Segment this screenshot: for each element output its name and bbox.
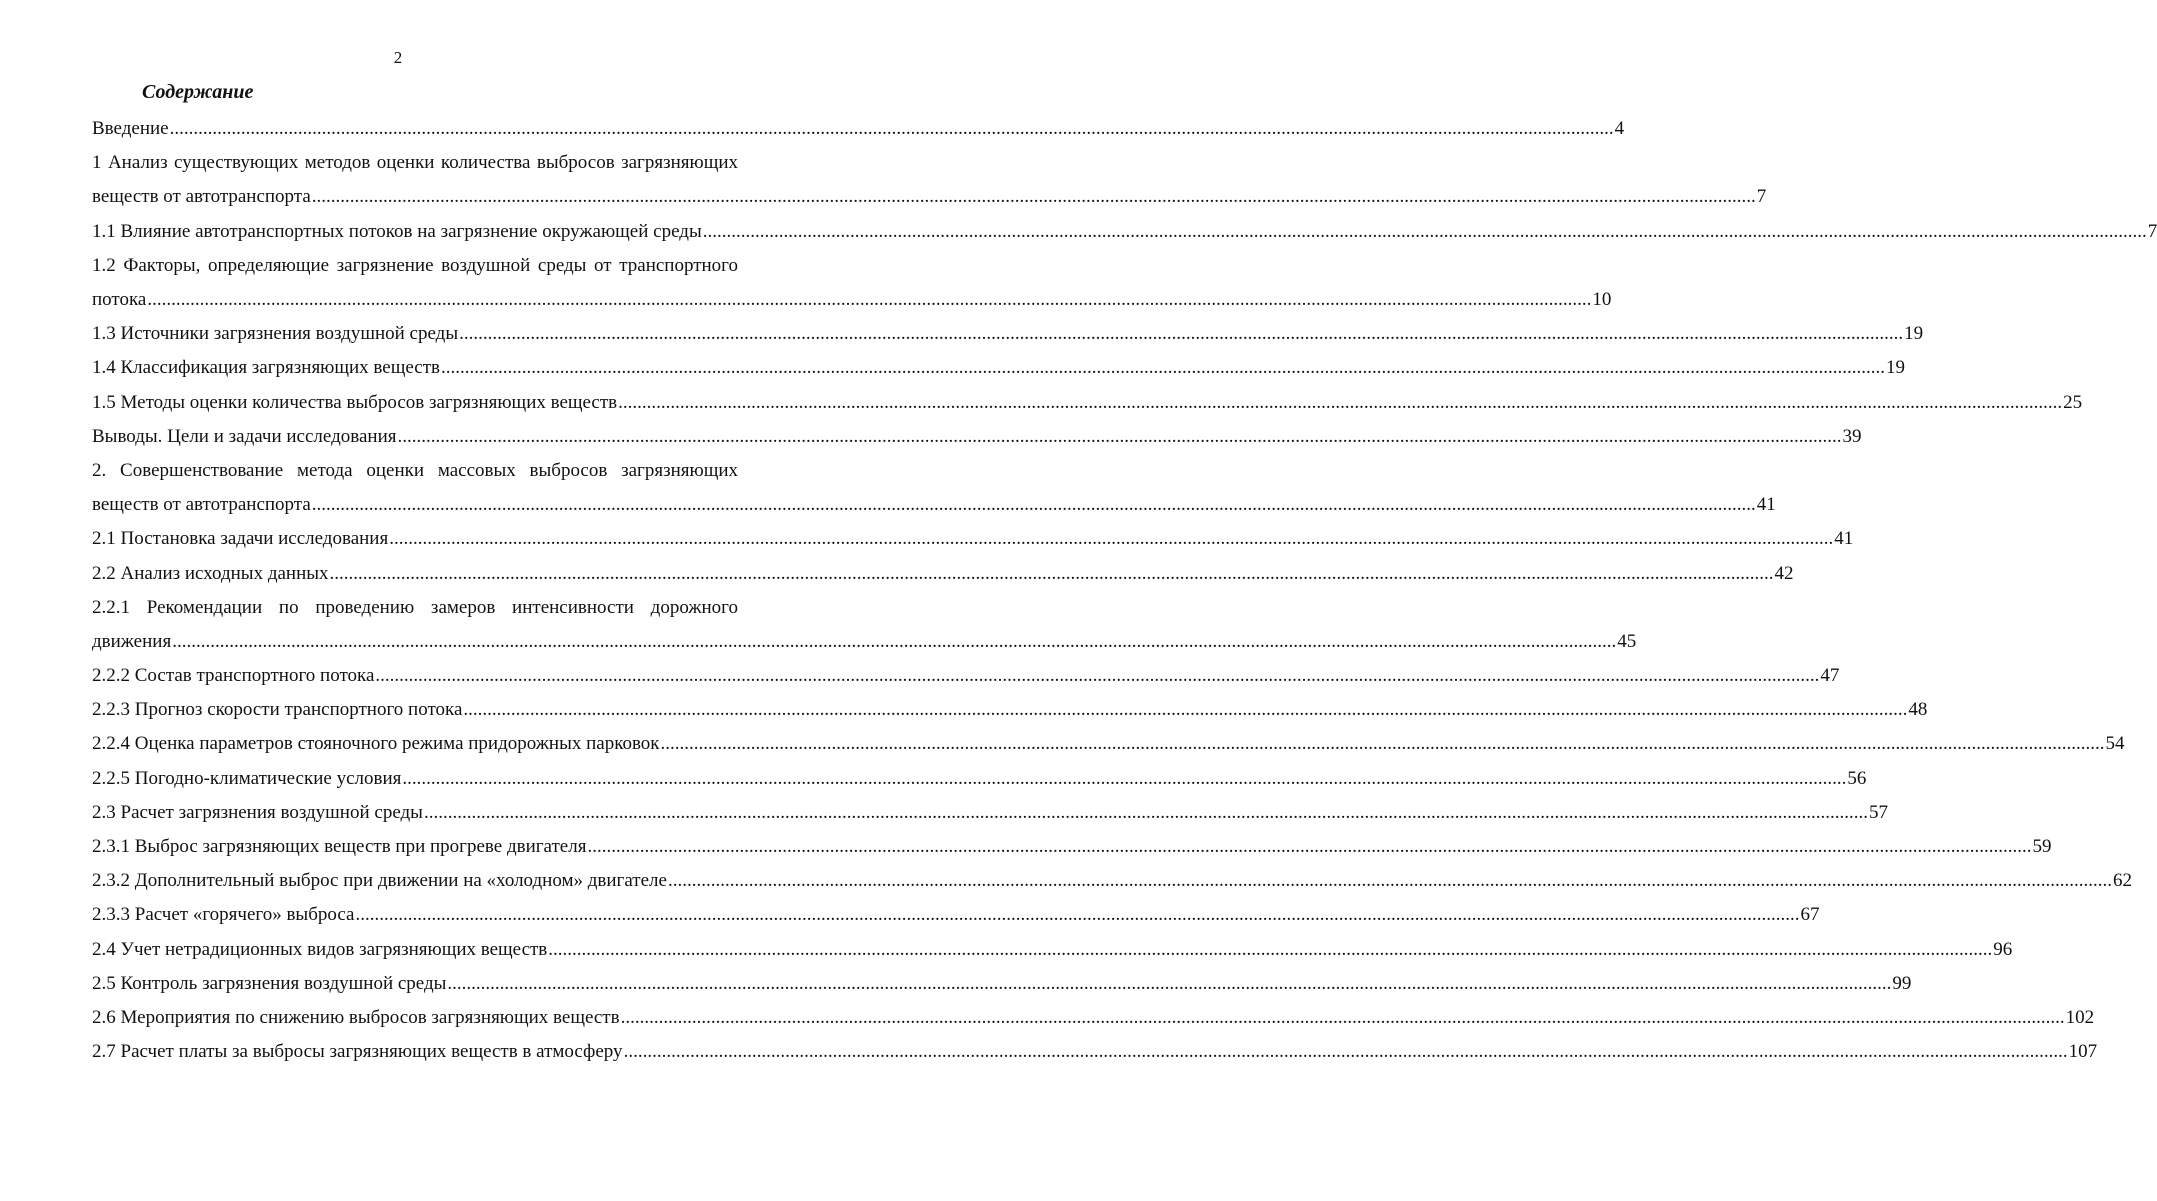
dot-leader: ................................................................................................................................................................................................................................................................................................................ <box>311 494 1756 516</box>
toc-entry-text: 2.4 Учет нетрадиционных видов загрязняющих веществ <box>92 938 548 960</box>
toc-entry-page: 7 <box>2147 220 2157 242</box>
toc-entry-page: 25 <box>2063 391 2083 413</box>
toc-entry <box>92 796 1888 830</box>
toc-entry-page: 96 <box>1993 938 2013 960</box>
toc-entry <box>92 386 2083 420</box>
toc-entry-text: 2.7 Расчет платы за выбросы загрязняющих веществ в атмосферу <box>92 1041 623 1063</box>
toc-title: Содержание <box>142 81 254 103</box>
toc-entry <box>92 556 1794 590</box>
dot-leader: ................................................................................................................................................................................................................................................................................................................ <box>147 289 1592 311</box>
toc-entry <box>92 933 2013 967</box>
dot-leader: ................................................................................................................................................................................................................................................................................................................ <box>375 665 1820 687</box>
toc-entry <box>92 1035 2098 1069</box>
toc-entry-page: 45 <box>1617 630 1637 652</box>
dot-leader: ................................................................................................................................................................................................................................................................................................................ <box>548 938 1993 960</box>
toc-entry <box>92 112 1625 146</box>
toc-entry <box>92 693 1928 727</box>
toc-entry <box>92 830 2052 864</box>
dot-leader: ................................................................................................................................................................................................................................................................................................................ <box>587 836 2032 858</box>
dot-leader: ................................................................................................................................................................................................................................................................................................................ <box>660 733 2105 755</box>
dot-leader: ................................................................................................................................................................................................................................................................................................................ <box>618 391 2063 413</box>
dot-leader: ................................................................................................................................................................................................................................................................................................................ <box>423 801 1868 823</box>
dot-leader: ................................................................................................................................................................................................................................................................................................................ <box>397 425 1842 447</box>
toc-entry <box>92 420 1862 454</box>
dot-leader: ................................................................................................................................................................................................................................................................................................................ <box>702 220 2147 242</box>
toc-entry <box>92 317 1924 351</box>
toc-entry <box>92 762 1867 796</box>
toc-entry <box>92 864 2132 898</box>
toc-entry-page: 19 <box>1904 323 1924 345</box>
toc-entry <box>92 488 1776 522</box>
toc-entry-text: 1.3 Источники загрязнения воздушной среды <box>92 323 459 345</box>
toc-entry-text: потока <box>92 289 147 311</box>
toc-entry <box>92 283 1612 317</box>
toc-entry-page: 99 <box>1892 972 1912 994</box>
dot-leader: ................................................................................................................................................................................................................................................................................................................ <box>402 767 1847 789</box>
toc-entry-text: 1.2 Факторы, определяющие загрязнение воздушной среды от транспортного <box>92 254 738 276</box>
toc-entry-text: 2.3.2 Дополнительный выброс при движении на «холодном» двигателе <box>92 870 667 892</box>
toc-entry-text: 2.2 Анализ исходных данных <box>92 562 329 584</box>
toc-entry-text: Выводы. Цели и задачи исследования <box>92 425 397 447</box>
toc-entry-text: 2.6 Мероприятия по снижению выбросов загрязняющих веществ <box>92 1006 620 1028</box>
toc-entry-text: 1.1 Влияние автотранспортных потоков на загрязнение окружающей среды <box>92 220 702 242</box>
dot-leader: ................................................................................................................................................................................................................................................................................................................ <box>667 870 2112 892</box>
toc-entry <box>92 215 2157 249</box>
toc-entry <box>92 522 1854 556</box>
toc-entry <box>92 351 1905 385</box>
toc-entry-line <box>92 146 738 180</box>
dot-leader: ................................................................................................................................................................................................................................................................................................................ <box>329 562 1774 584</box>
page-number: 2 <box>393 48 403 67</box>
toc-entry-page: 48 <box>1908 699 1928 721</box>
toc-entry-page: 47 <box>1820 665 1840 687</box>
toc-entry-line <box>92 249 738 283</box>
toc-entry-page: 57 <box>1868 801 1888 823</box>
toc-entry-text: 2.2.2 Состав транспортного потока <box>92 665 375 687</box>
dot-leader: ................................................................................................................................................................................................................................................................................................................ <box>355 904 1800 926</box>
dot-leader: ................................................................................................................................................................................................................................................................................................................ <box>311 186 1756 208</box>
dot-leader: ................................................................................................................................................................................................................................................................................................................ <box>620 1006 2065 1028</box>
table-of-contents <box>92 112 2157 1069</box>
toc-entry-line <box>92 454 738 488</box>
toc-entry-page: 42 <box>1774 562 1794 584</box>
toc-entry-text: веществ от автотранспорта <box>92 494 311 516</box>
dot-leader: ................................................................................................................................................................................................................................................................................................................ <box>172 630 1617 652</box>
toc-entry-page: 41 <box>1834 528 1854 550</box>
toc-entry-text: Введение <box>92 118 169 140</box>
toc-entry-text: 2.1 Постановка задачи исследования <box>92 528 389 550</box>
toc-entry-page: 102 <box>2065 1006 2095 1028</box>
toc-entry-page: 10 <box>1592 289 1612 311</box>
toc-entry-text: 2.3.3 Расчет «горячего» выброса <box>92 904 355 926</box>
dot-leader: ................................................................................................................................................................................................................................................................................................................ <box>447 972 1892 994</box>
toc-entry-page: 59 <box>2032 836 2052 858</box>
toc-entry <box>92 625 1637 659</box>
toc-entry-page: 62 <box>2112 870 2132 892</box>
toc-entry-line <box>92 591 738 625</box>
toc-entry <box>92 659 1840 693</box>
toc-entry <box>92 1001 2095 1035</box>
toc-entry-text: 2.3 Расчет загрязнения воздушной среды <box>92 801 423 823</box>
toc-entry-text: 1 Анализ существующих методов оценки количества выбросов загрязняющих <box>92 152 738 174</box>
toc-entry-page: 54 <box>2105 733 2125 755</box>
toc-entry-text: 2.3.1 Выброс загрязняющих веществ при прогреве двигателя <box>92 836 587 858</box>
toc-entry-text: 2.2.1 Рекомендации по проведению замеров интенсивности дорожного <box>92 596 738 618</box>
toc-entry <box>92 727 2125 761</box>
dot-leader: ................................................................................................................................................................................................................................................................................................................ <box>389 528 1834 550</box>
toc-entry-page: 7 <box>1756 186 1767 208</box>
toc-entry-text: 2.2.5 Погодно-климатические условия <box>92 767 402 789</box>
dot-leader: ................................................................................................................................................................................................................................................................................................................ <box>623 1041 2068 1063</box>
toc-entry-page: 41 <box>1756 494 1776 516</box>
toc-entry-page: 56 <box>1847 767 1867 789</box>
dot-leader: ................................................................................................................................................................................................................................................................................................................ <box>463 699 1908 721</box>
toc-entry-page: 39 <box>1842 425 1862 447</box>
toc-entry-text: 2.2.3 Прогноз скорости транспортного потока <box>92 699 463 721</box>
toc-entry-page: 19 <box>1885 357 1905 379</box>
toc-entry-text: 2. Совершенствование метода оценки массовых выбросов загрязняющих <box>92 459 738 481</box>
toc-entry <box>92 180 1767 214</box>
toc-entry-page: 67 <box>1800 904 1820 926</box>
toc-entry <box>92 898 1820 932</box>
dot-leader: ................................................................................................................................................................................................................................................................................................................ <box>169 118 1614 140</box>
toc-entry-text: 2.2.4 Оценка параметров стояночного режима придорожных парковок <box>92 733 660 755</box>
toc-entry-page: 107 <box>2068 1041 2098 1063</box>
toc-entry-text: 1.5 Методы оценки количества выбросов загрязняющих веществ <box>92 391 618 413</box>
dot-leader: ................................................................................................................................................................................................................................................................................................................ <box>459 323 1904 345</box>
toc-entry <box>92 967 1912 1001</box>
toc-entry-text: движения <box>92 630 172 652</box>
dot-leader: ................................................................................................................................................................................................................................................................................................................ <box>440 357 1885 379</box>
toc-entry-text: веществ от автотранспорта <box>92 186 311 208</box>
toc-entry-text: 1.4 Классификация загрязняющих веществ <box>92 357 440 379</box>
toc-entry-text: 2.5 Контроль загрязнения воздушной среды <box>92 972 447 994</box>
toc-entry-page: 4 <box>1614 118 1625 140</box>
